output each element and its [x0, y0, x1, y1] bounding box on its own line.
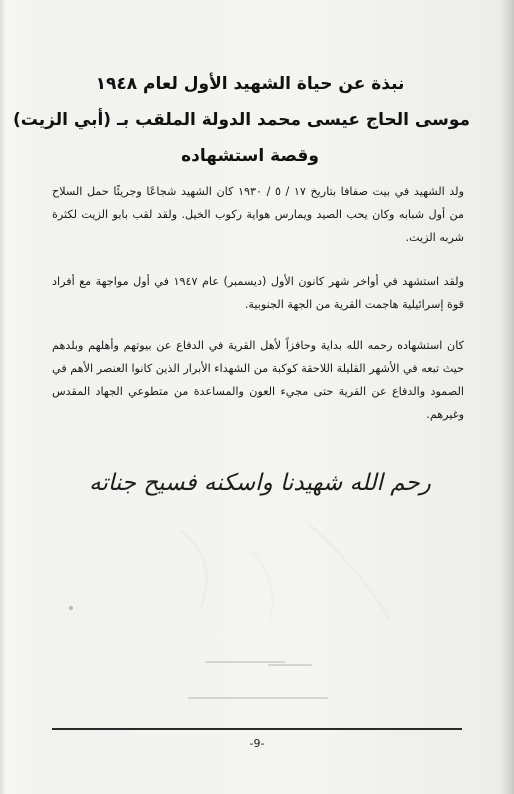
- footer-rule: [52, 728, 462, 730]
- bleed-through-line: [205, 661, 285, 663]
- paper-speck: [69, 606, 73, 610]
- title-line-3: وقصة استشهاده: [181, 146, 319, 166]
- page-title: [13, 66, 470, 174]
- bleed-through-line: [268, 664, 312, 666]
- page-number: -9-: [249, 737, 265, 750]
- paragraph-legacy: كان استشهاده رحمه الله بداية وحافزاً لأهل القرية في الدفاع عن بيوتهم وأهلهم وبلدهم حيث تبعه في الأشهر القليلة اللاحقة كوكبة من الشهداء الأبرار الذين كانوا العنصر الأهم في الصمود والدفاع عن القرية حتى مجيء العون والمساعدة من متطوعي الجهاد المقدس وغيرهم.: [52, 339, 464, 421]
- paragraph-martyrdom: ولقد استشهد في أواخر شهر كانون الأول (ديسمبر) عام ١٩٤٧ في أول مواجهة مع أفراد قوة إسرائيلية هاجمت القرية من الجهة الجنوبية.: [52, 275, 464, 311]
- title-line-1: نبذة عن حياة الشهيد الأول لعام ١٩٤٨: [95, 74, 405, 94]
- bleed-through-marks: [160, 520, 400, 630]
- page-gutter-shadow: [0, 0, 6, 794]
- handwritten-prayer: رحم الله شهيدنا واسكنه فسيح جناته: [89, 470, 431, 496]
- bleed-through-line: [188, 697, 328, 699]
- title-line-2: موسى الحاج عيسى محمد الدولة الملقب بـ (أبي الزيت): [13, 110, 470, 130]
- page-edge-shadow: [500, 0, 514, 794]
- paragraph-birth: ولد الشهيد في بيت صفافا بتاريخ ١٧ / ٥ / ١٩٣٠ كان الشهيد شجاعًا وجريئًا حمل السلاح من أول شبابه وكان يحب الصيد ويمارس هواية ركوب الخيل. ولقد لقب بابو الزيت لكثرة شربه الزيت.: [52, 185, 464, 244]
